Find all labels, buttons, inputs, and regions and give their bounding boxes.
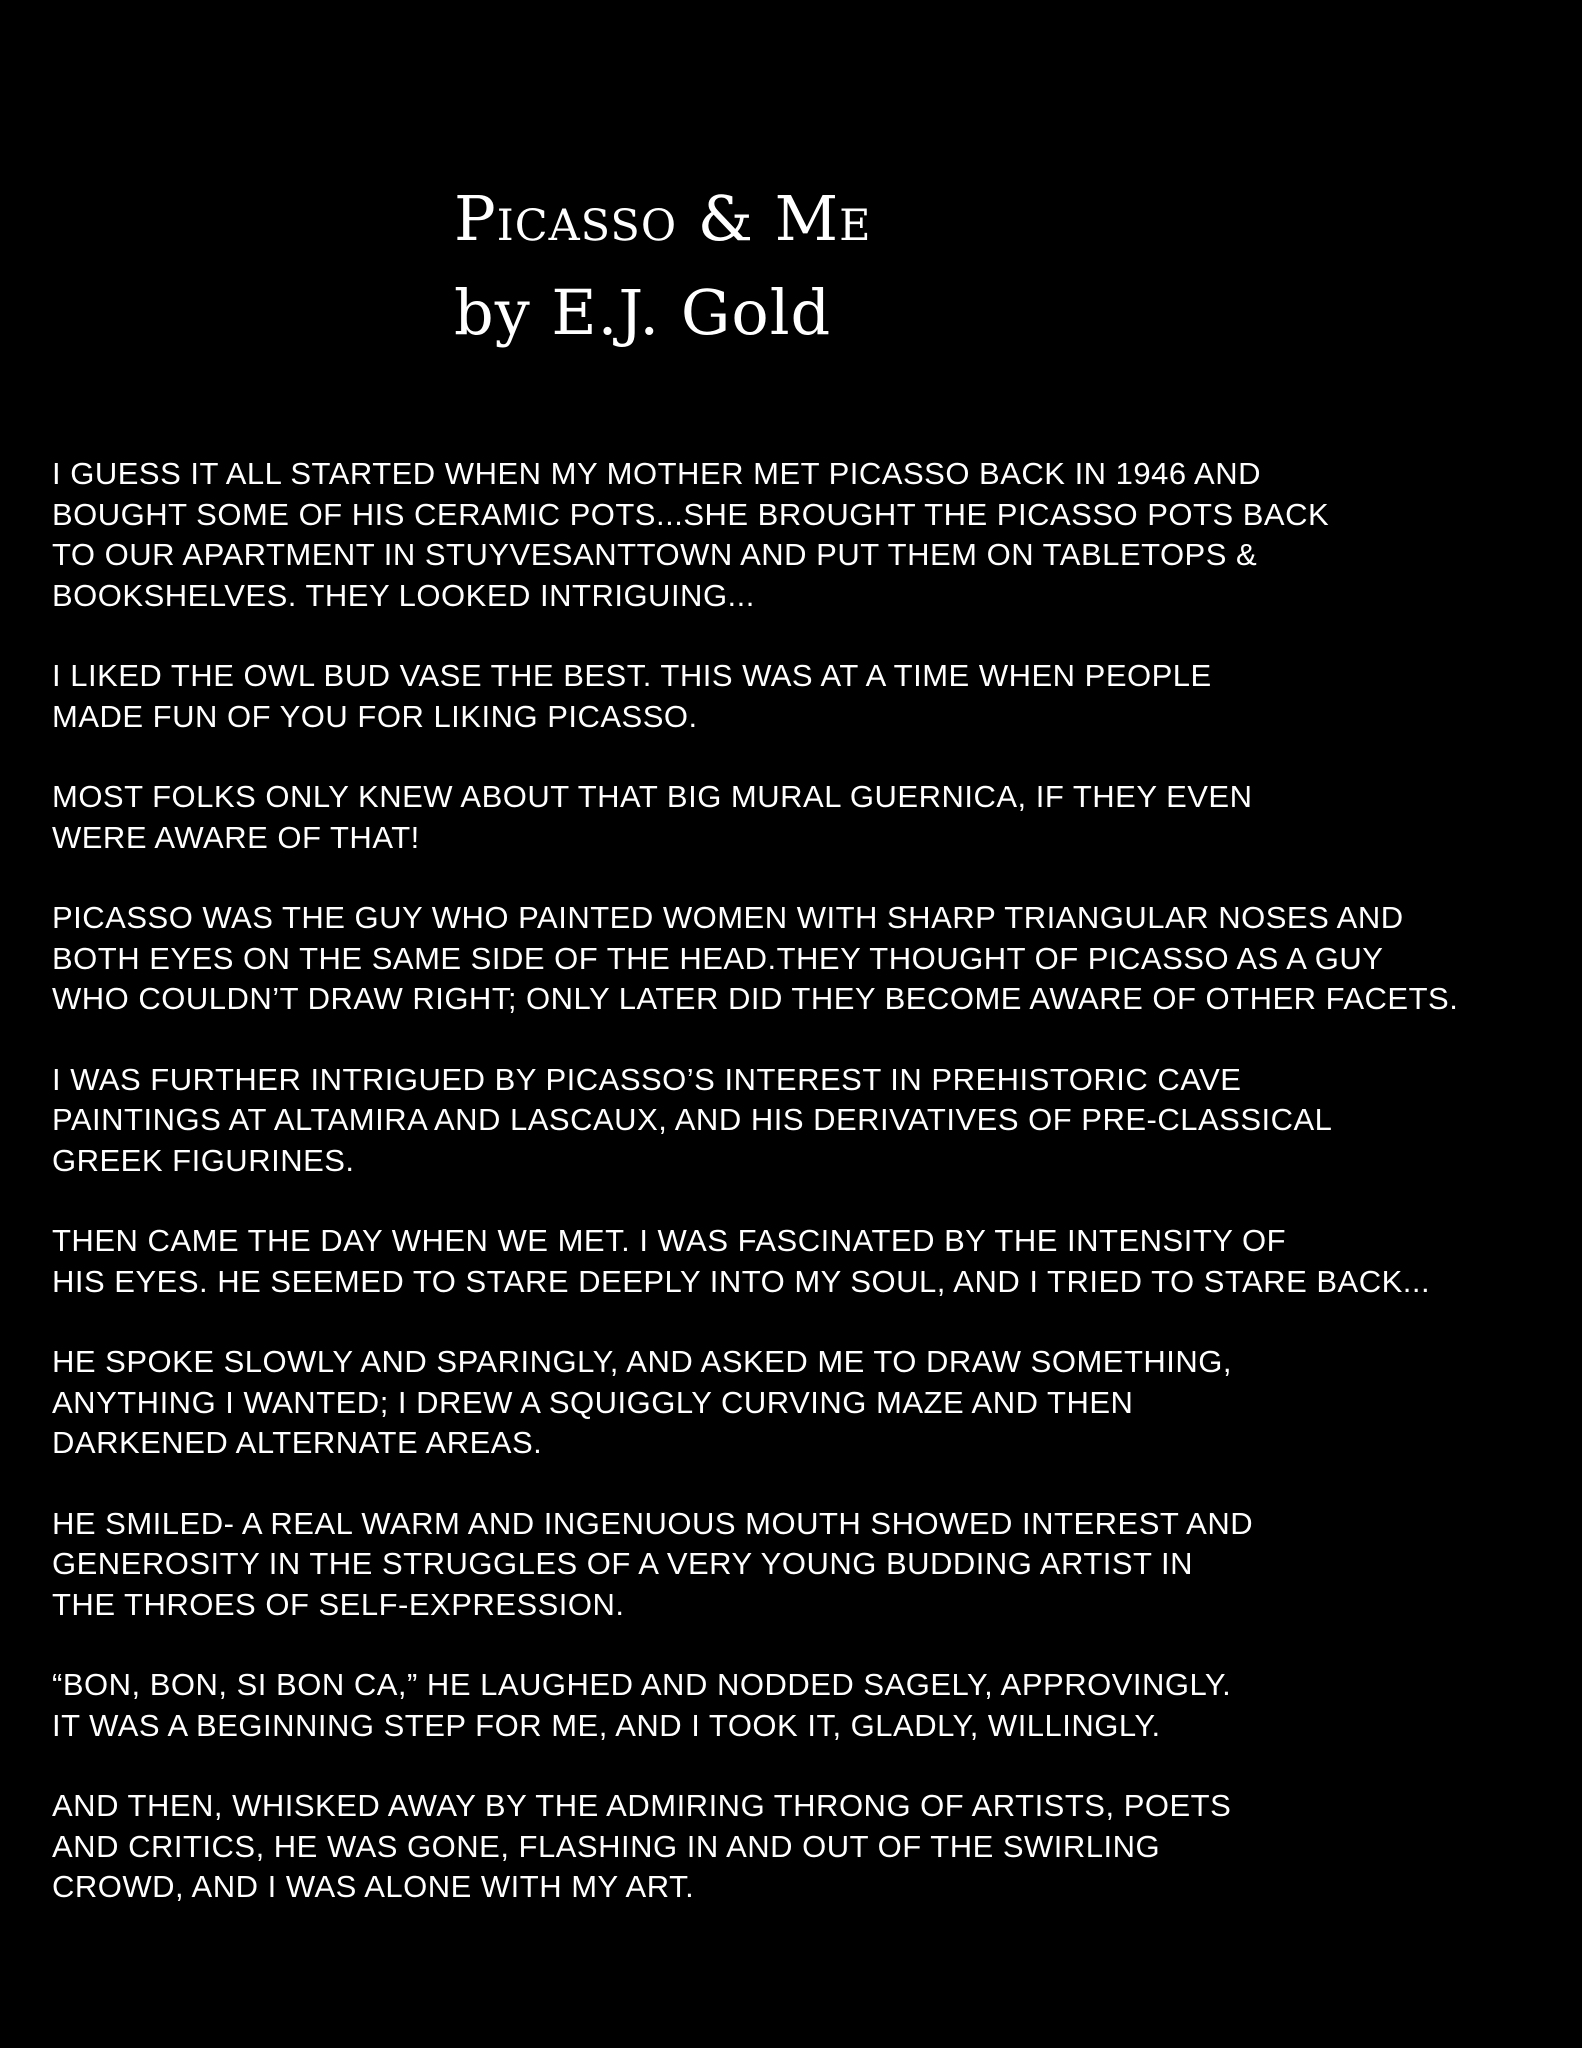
text-line: BOOKSHELVES. THEY LOOKED INTRIGUING... — [52, 577, 755, 613]
text-line: BOTH EYES ON THE SAME SIDE OF THE HEAD.THEY THOUGHT OF PICASSO AS A GUY — [52, 940, 1384, 976]
text-line: MADE FUN OF YOU FOR LIKING PICASSO. — [52, 698, 698, 734]
text-line: THE THROES OF SELF-EXPRESSION. — [52, 1586, 625, 1622]
paragraph — [52, 898, 1572, 1020]
story-text — [52, 454, 1572, 1948]
paragraph — [52, 1665, 1572, 1746]
text-line: HE SPOKE SLOWLY AND SPARINGLY, AND ASKED ME TO DRAW SOMETHING, — [52, 1344, 1233, 1379]
text-line: BOUGHT SOME OF HIS CERAMIC POTS...SHE BROUGHT THE PICASSO POTS BACK — [52, 496, 1330, 532]
paragraph — [52, 777, 1572, 858]
text-line: I LIKED THE OWL BUD VASE THE BEST. THIS WAS AT A TIME WHEN PEOPLE — [52, 658, 1212, 693]
text-line: GREEK FIGURINES. — [52, 1142, 355, 1178]
paragraph — [52, 1342, 1572, 1464]
paragraph — [52, 656, 1572, 737]
paragraph — [52, 1060, 1572, 1182]
text-line: CROWD, AND I WAS ALONE WITH MY ART. — [52, 1869, 695, 1904]
paragraph — [52, 1504, 1572, 1626]
page-title: Picasso & Me — [454, 182, 872, 255]
text-line: TO OUR APARTMENT IN STUYVESANTTOWN AND PUT THEM ON TABLETOPS & — [52, 537, 1258, 572]
text-line: HIS EYES. HE SEEMED TO STARE DEEPLY INTO MY SOUL, AND I TRIED TO STARE BACK... — [52, 1263, 1431, 1299]
text-line: WERE AWARE OF THAT! — [52, 819, 420, 855]
text-line: I GUESS IT ALL STARTED WHEN MY MOTHER MET PICASSO BACK IN 1946 AND — [52, 456, 1262, 491]
text-line: PAINTINGS AT ALTAMIRA AND LASCAUX, AND HIS DERIVATIVES OF PRE-CLASSICAL — [52, 1102, 1333, 1137]
paragraph — [52, 454, 1572, 616]
text-line: AND THEN, WHISKED AWAY BY THE ADMIRING THRONG OF ARTISTS, POETS — [52, 1788, 1232, 1823]
text-line: HE SMILED- A REAL WARM AND INGENUOUS MOUTH SHOWED INTEREST AND — [52, 1505, 1254, 1541]
text-line: MOST FOLKS ONLY KNEW ABOUT THAT BIG MURAL GUERNICA, IF THEY EVEN — [52, 779, 1253, 814]
text-line: IT WAS A BEGINNING STEP FOR ME, AND I TOOK IT, GLADLY, WILLINGLY. — [52, 1707, 1161, 1743]
text-line: “BON, BON, SI BON CA,” HE LAUGHED AND NODDED SAGELY, APPROVINGLY. — [52, 1667, 1232, 1702]
text-line: THEN CAME THE DAY WHEN WE MET. I WAS FASCINATED BY THE INTENSITY OF — [52, 1223, 1287, 1258]
title-block — [454, 172, 872, 360]
text-line: WHO COULDN’T DRAW RIGHT; ONLY LATER DID THEY BECOME AWARE OF OTHER FACETS. — [52, 981, 1459, 1016]
text-line: PICASSO WAS THE GUY WHO PAINTED WOMEN WITH SHARP TRIANGULAR NOSES AND — [52, 900, 1404, 935]
paragraph — [52, 1221, 1572, 1302]
text-line: GENEROSITY IN THE STRUGGLES OF A VERY YOUNG BUDDING ARTIST IN — [52, 1546, 1194, 1581]
text-line: I WAS FURTHER INTRIGUED BY PICASSO’S INTEREST IN PREHISTORIC CAVE — [52, 1061, 1242, 1097]
text-line: ANYTHING I WANTED; I DREW A SQUIGGLY CURVING MAZE AND THEN — [52, 1384, 1134, 1420]
text-line: DARKENED ALTERNATE AREAS. — [52, 1425, 543, 1460]
text-line: AND CRITICS, HE WAS GONE, FLASHING IN AND OUT OF THE SWIRLING — [52, 1828, 1161, 1864]
paragraph — [52, 1786, 1572, 1908]
author-byline: by E.J. Gold — [454, 276, 832, 349]
